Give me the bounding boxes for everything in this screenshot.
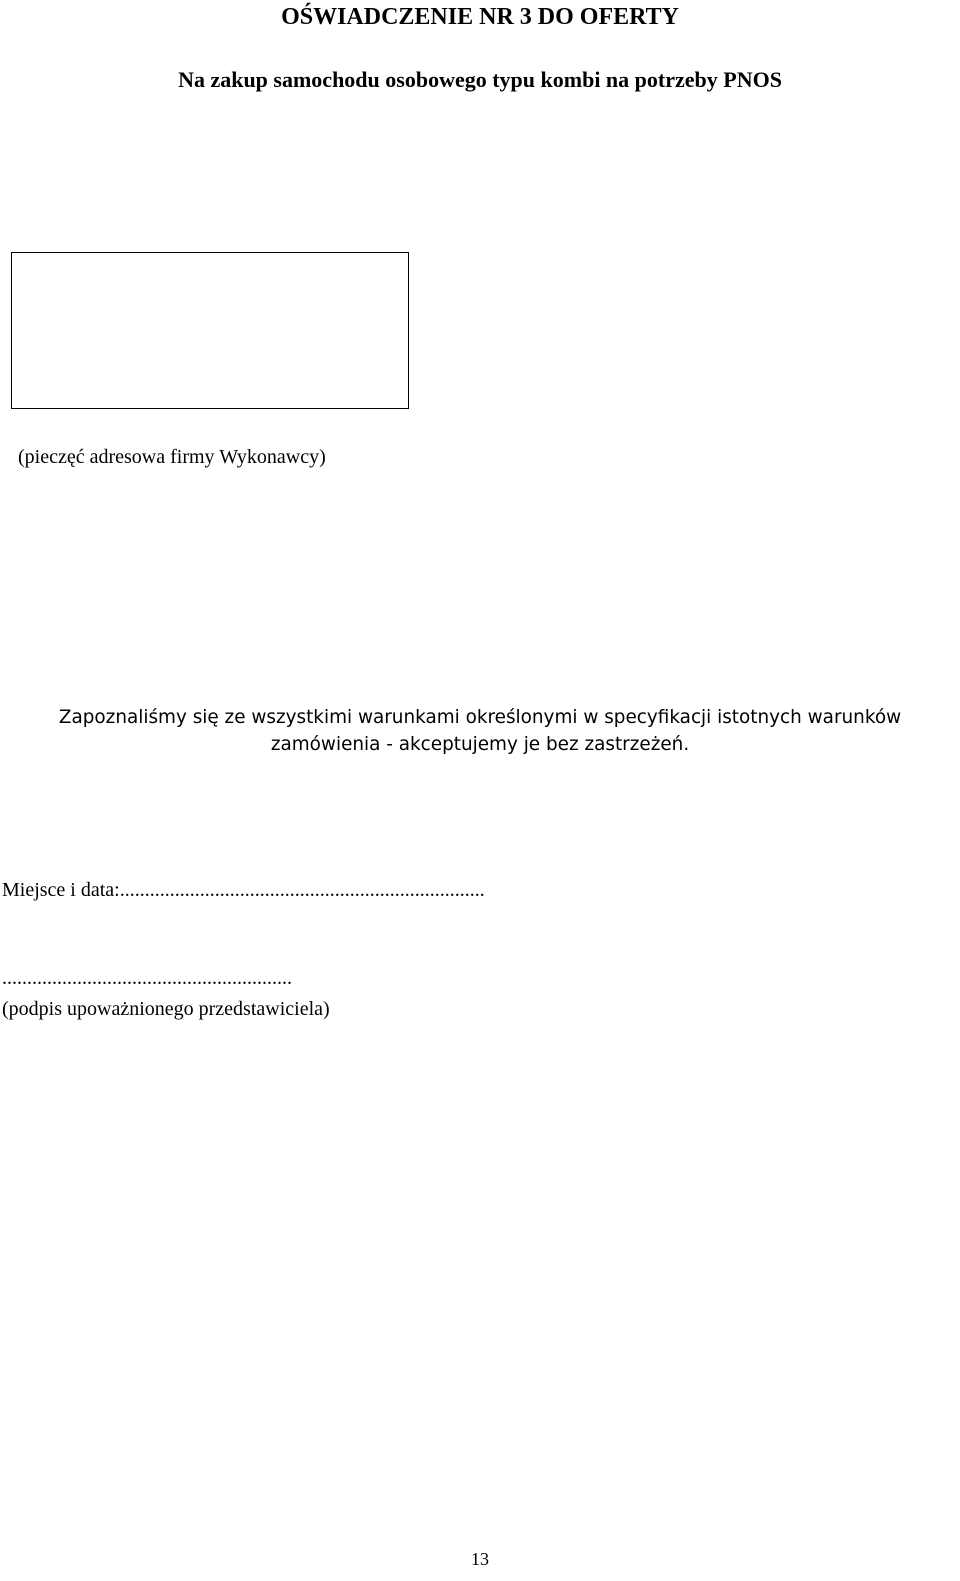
document-subtitle: Na zakup samochodu osobowego typu kombi na potrzeby PNOS (178, 67, 782, 92)
company-stamp-box (11, 252, 409, 409)
page-number: 13 (471, 1549, 489, 1569)
signature-line: .......................................................... (2, 967, 292, 989)
place-and-date-field: Miejsce i data:......................................................................... (2, 879, 485, 901)
document-title: OŚWIADCZENIE NR 3 DO OFERTY (281, 4, 679, 30)
signature-label: (podpis upoważnionego przedstawiciela) (2, 998, 330, 1020)
statement-paragraph (0, 704, 960, 758)
statement-line-2: zamówienia - akceptujemy je bez zastrzeżeń. (270, 734, 690, 755)
statement-line-1: Zapoznaliśmy się ze wszystkimi warunkami określonymi w specyfikacji istotnych warunków (58, 707, 902, 728)
stamp-label: (pieczęć adresowa firmy Wykonawcy) (18, 446, 326, 468)
